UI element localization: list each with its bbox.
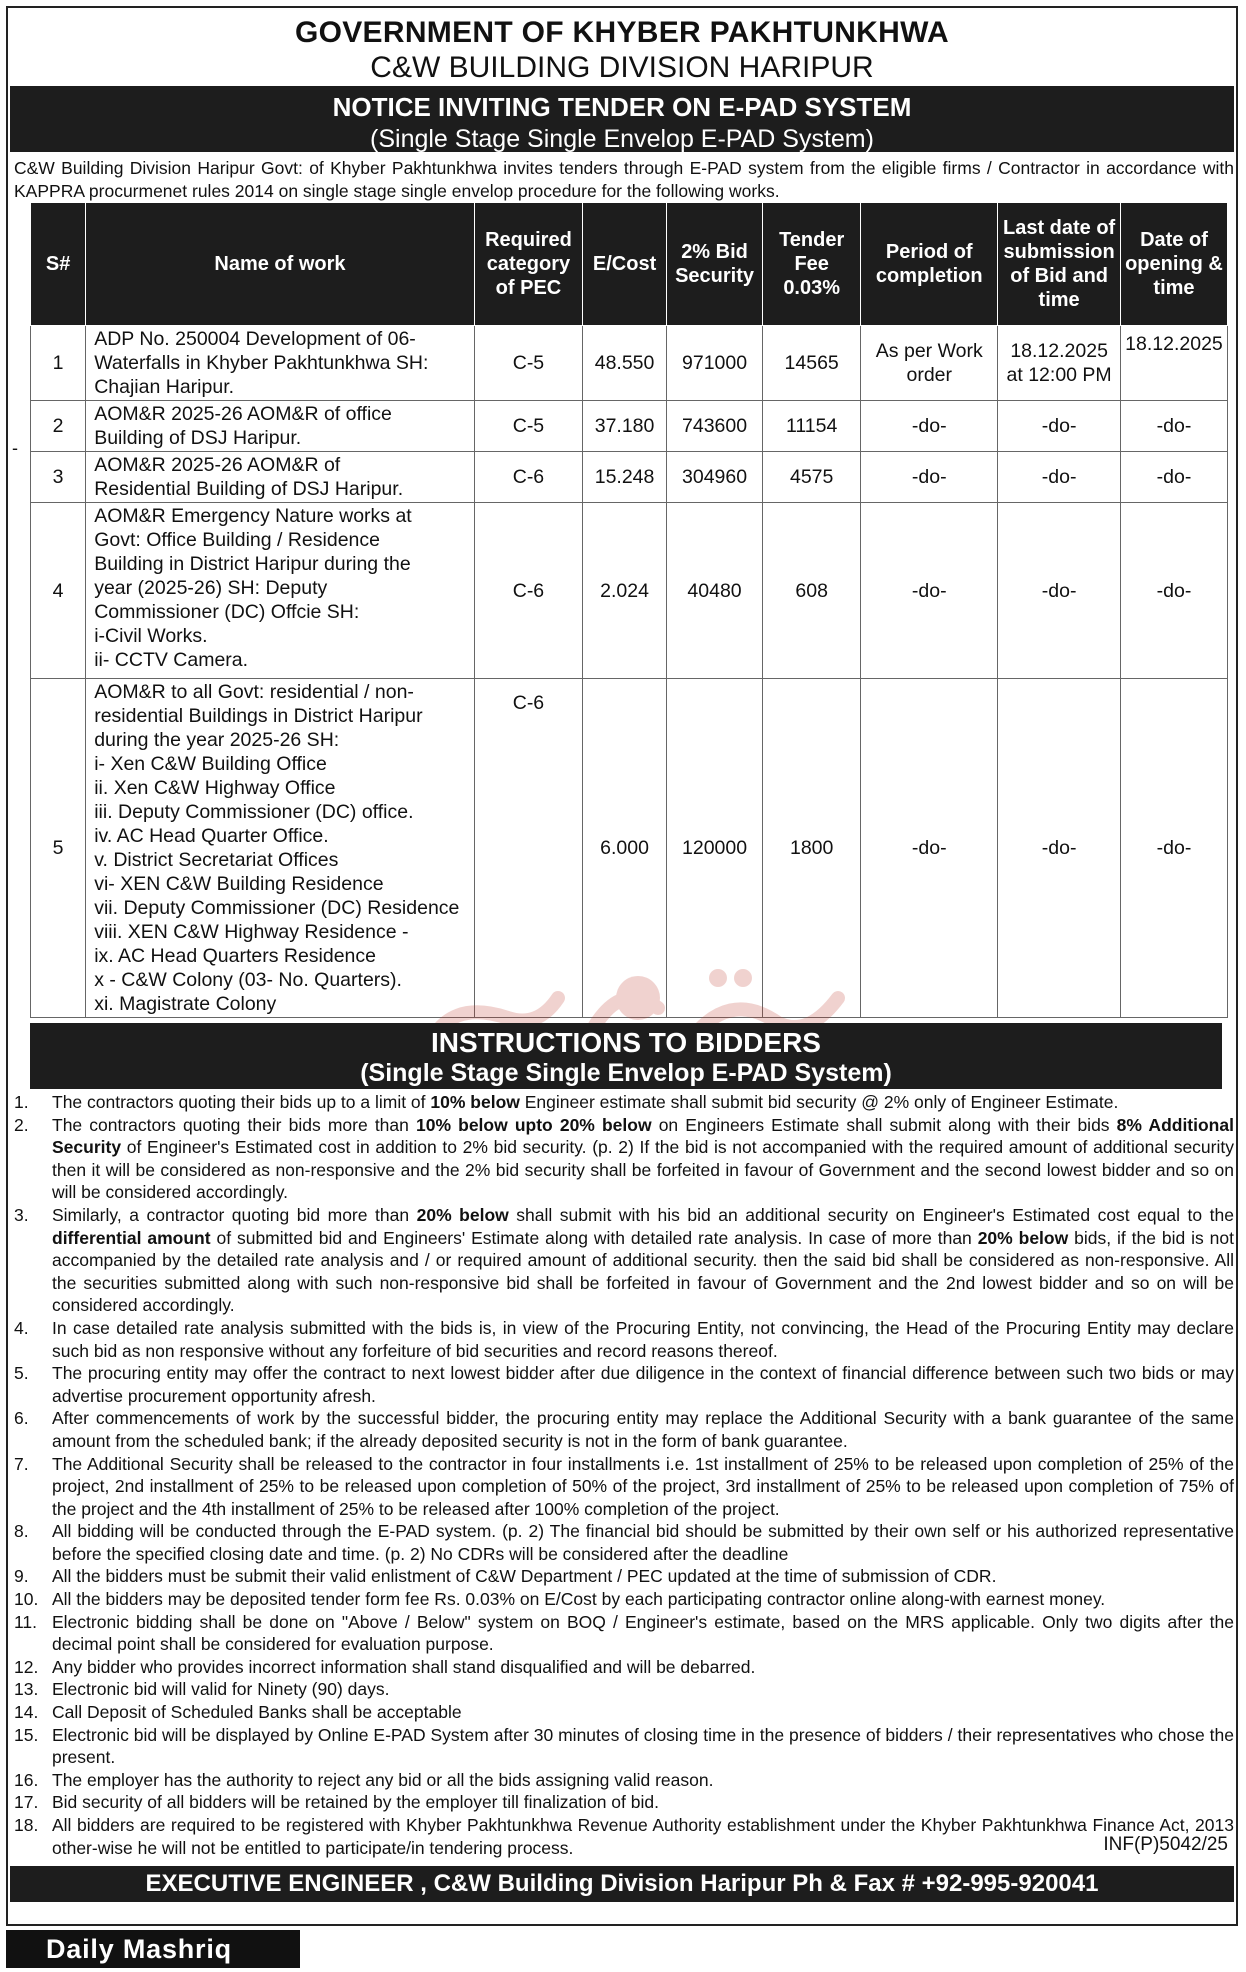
reference-number: INF(P)5042/25 — [1103, 1834, 1228, 1855]
cell-category: C-6 — [474, 503, 582, 679]
instruction-segment: Call Deposit of Scheduled Banks shall be acceptable — [52, 1702, 462, 1723]
instruction-text — [52, 1091, 1234, 1114]
instruction-item — [14, 1678, 1234, 1701]
instruction-number: 4. — [14, 1317, 29, 1338]
instruction-item — [14, 1656, 1234, 1679]
instruction-item — [14, 1611, 1234, 1656]
instruction-number: 6. — [14, 1408, 29, 1429]
work-name-line: residential Buildings in District Haripur — [94, 705, 423, 727]
instruction-text — [52, 1565, 1234, 1588]
instruction-text — [52, 1791, 1234, 1814]
instruction-number: 3. — [14, 1204, 29, 1225]
instructions-title: INSTRUCTIONS TO BIDDERS — [431, 1027, 821, 1058]
instruction-text — [52, 1588, 1234, 1611]
work-name-line: ADP No. 250004 Development of 06- — [94, 328, 416, 350]
cell-work-name — [86, 503, 475, 679]
instruction-item — [14, 1520, 1234, 1565]
cell-opening: -do- — [1120, 503, 1227, 679]
cell-sno: 4 — [31, 503, 86, 679]
table-row — [31, 679, 1228, 1018]
instruction-item — [14, 1724, 1234, 1769]
instruction-segment: Any bidder who provides incorrect information shall stand disqualified and will be debarred. — [52, 1656, 756, 1677]
instruction-text — [52, 1656, 1234, 1679]
cell-ecost: 6.000 — [583, 679, 667, 1018]
cell-period: -do- — [861, 503, 998, 679]
instruction-segment: All bidding will be conducted through the E-PAD system. (p. 2) The financial bid should be submitted by their own self or his authorized representative before the specified closing date and time. (p. 2) No CDRs will be considered after the deadline — [52, 1521, 1234, 1564]
instruction-number: 11. — [14, 1611, 38, 1632]
work-name-line: iii. Deputy Commissioner (DC) office. — [94, 801, 414, 823]
cell-tender-fee: 4575 — [763, 452, 861, 503]
instruction-text — [52, 1701, 1234, 1724]
instruction-emphasis: differential amount — [52, 1227, 211, 1248]
instruction-text — [52, 1814, 1234, 1859]
instruction-text — [52, 1204, 1234, 1317]
cell-category: C-5 — [474, 401, 582, 452]
instruction-item — [14, 1769, 1234, 1792]
cell-bid-security: 971000 — [666, 326, 762, 401]
instruction-segment: The Additional Security shall be released to the contractor in four installments i.e. 1st installment of 25% to be released upon completion of 25% of the project, 2nd installment of 25% to be released upon completion of 50% of the project, 3rd installment of 25% to be released upon completion of 75% of the project and the 4th installment of 25% to be released after 100% completion of the project. — [52, 1453, 1234, 1519]
instruction-number: 12. — [14, 1656, 39, 1677]
work-name-line: Commissioner (DC) Offcie SH: — [94, 601, 360, 623]
instruction-emphasis: 10% below upto 20% below — [416, 1114, 652, 1135]
col-header-tender-fee: Tender Fee 0.03% — [763, 203, 861, 326]
instruction-number: 18. — [14, 1815, 39, 1835]
work-name-line: AOM&R to all Govt: residential / non- — [94, 681, 414, 703]
instruction-segment: bids, if the bid is not accompanied by the detailed rate analysis and / or required amount of additional security. then the said bid shall be considered as non-responsive. All the securities submitted along with such non-responsive bid shall be forfeited in favour of Government and the 2nd lowest bidder and so on will be considered accordingly. — [52, 1227, 1234, 1316]
instruction-text — [52, 1453, 1234, 1521]
table-header-row — [31, 203, 1228, 326]
cell-last-date: -do- — [998, 503, 1121, 679]
work-name-line: Waterfalls in Khyber Pakhtunkhwa SH: — [94, 352, 429, 374]
work-name-line: year (2025-26) SH: Deputy — [94, 577, 328, 599]
instruction-item — [14, 1565, 1234, 1588]
col-header-bid-security: 2% Bid Security — [666, 203, 762, 326]
cell-category: C-6 — [474, 452, 582, 503]
instruction-emphasis: 8% Additional Security — [52, 1114, 1234, 1158]
instruction-number: 13. — [14, 1679, 39, 1700]
cell-last-date: -do- — [998, 679, 1121, 1018]
instruction-number: 15. — [14, 1724, 39, 1745]
government-heading: GOVERNMENT OF KHYBER PAKHTUNKHWA — [294, 16, 950, 49]
cell-last-date: -do- — [998, 401, 1121, 452]
cell-work-name — [86, 401, 475, 452]
issuer-footer: EXECUTIVE ENGINEER , C&W Building Division Haripur Ph & Fax # +92-995-920041 — [10, 1866, 1234, 1902]
instruction-text — [52, 1724, 1234, 1769]
cell-opening: -do- — [1120, 401, 1227, 452]
instruction-segment: on Engineers Estimate shall submit along with their bids — [651, 1114, 1117, 1135]
cell-tender-fee: 11154 — [763, 401, 861, 452]
work-name-line: i-Civil Works. — [94, 625, 208, 647]
cell-ecost: 37.180 — [583, 401, 667, 452]
instruction-item — [14, 1114, 1234, 1204]
instruction-item — [14, 1701, 1234, 1724]
instruction-item — [14, 1362, 1234, 1407]
work-name-line: Building in District Haripur during the — [94, 553, 411, 575]
instruction-text — [52, 1317, 1234, 1362]
work-name-line: Chajian Haripur. — [94, 376, 235, 398]
instruction-text — [52, 1678, 1234, 1701]
work-name-line: during the year 2025-26 SH: — [94, 729, 340, 751]
work-name-line: xi. Magistrate Colony — [94, 993, 277, 1015]
cell-work-name — [86, 679, 475, 1018]
table-row — [31, 326, 1228, 401]
col-header-category: Required category of PEC — [474, 203, 582, 326]
instruction-segment: Electronic bid will valid for Ninety (90) days. — [52, 1679, 390, 1700]
work-name-line: ii- CCTV Camera. — [94, 649, 249, 671]
instruction-segment: of submitted bid and Engineers' Estimate along with detailed rate analysis. In case of more than — [210, 1227, 978, 1248]
table-row — [31, 401, 1228, 452]
notice-title: NOTICE INVITING TENDER ON E-PAD SYSTEM — [332, 92, 912, 122]
cell-last-date: -do- — [998, 452, 1121, 503]
instruction-emphasis: 10% below — [430, 1092, 520, 1112]
work-name-line: AOM&R 2025-26 AOM&R of office — [94, 403, 392, 425]
table-row — [31, 503, 1228, 679]
work-name-line: ix. AC Head Quarters Residence — [94, 945, 377, 967]
instruction-segment: All the bidders may be deposited tender form fee Rs. 0.03% on E/Cost by each participating contractor online along-with earnest money. — [52, 1589, 1106, 1610]
cell-opening: -do- — [1120, 452, 1227, 503]
instruction-text — [52, 1114, 1234, 1204]
instruction-text — [52, 1769, 1234, 1792]
instruction-segment: Electronic bid will be displayed by Online E-PAD System after 30 minutes of closing time in the presence of bidders / their representatives who chose the present. — [52, 1724, 1234, 1768]
instruction-number: 8. — [14, 1521, 29, 1542]
cell-period: -do- — [861, 452, 998, 503]
col-header-last-date: Last date of submission of Bid and time — [998, 203, 1121, 326]
work-name-line: vi- XEN C&W Building Residence — [94, 873, 384, 895]
instruction-item — [14, 1453, 1234, 1521]
instruction-number: 17. — [14, 1792, 39, 1813]
instruction-segment: The employer has the authority to reject any bid or all the bids assigning valid reason. — [52, 1769, 714, 1790]
notice-subtitle: (Single Stage Single Envelop E-PAD System) — [370, 125, 874, 153]
work-name-line: Residential Building of DSJ Haripur. — [94, 478, 404, 500]
instructions-subtitle: (Single Stage Single Envelop E-PAD System) — [360, 1059, 892, 1087]
instruction-item — [14, 1407, 1234, 1452]
instruction-emphasis: 20% below — [416, 1204, 509, 1225]
cell-bid-security: 304960 — [666, 452, 762, 503]
work-name-line: v. District Secretariat Offices — [94, 849, 339, 871]
cell-work-name — [86, 452, 475, 503]
instruction-segment: Engineer estimate shall submit bid security @ 2% only of Engineer Estimate. — [519, 1092, 1119, 1112]
instruction-segment: Electronic bidding shall be done on "Above / Below" system on BOQ / Engineer's estimate, based on the MRS applicable. Only two digits after the decimal point shall be considered for evaluation purpose. — [52, 1611, 1234, 1655]
instruction-segment: All the bidders must be submit their valid enlistment of C&W Department / PEC updated at the time of submission of CDR. — [52, 1566, 997, 1587]
instruction-item — [14, 1791, 1234, 1814]
instructions-list — [14, 1091, 1234, 1859]
cell-category: C-6 — [474, 679, 582, 1018]
work-name-line: iv. AC Head Quarter Office. — [94, 825, 329, 847]
work-name-line: i- Xen C&W Building Office — [94, 753, 327, 775]
instruction-segment: After commencements of work by the successful bidder, the procuring entity may replace the Additional Security with a bank guarantee of the same amount from the scheduled bank; if the already deposited security is not in the form of bank guarantee. — [52, 1408, 1234, 1451]
newspaper-name: Daily Mashriq — [6, 1930, 300, 1968]
instruction-number: 5. — [14, 1363, 29, 1384]
instruction-item — [14, 1204, 1234, 1317]
cell-tender-fee: 14565 — [763, 326, 861, 401]
work-name-line: Govt: Office Building / Residence — [94, 529, 380, 551]
division-heading: C&W BUILDING DIVISION HARIPUR — [370, 51, 874, 84]
tender-notice-page — [6, 6, 1238, 1926]
cell-tender-fee: 608 — [763, 503, 861, 679]
col-header-ecost: E/Cost — [583, 203, 667, 326]
instruction-number: 14. — [14, 1702, 39, 1723]
work-name-line: Building of DSJ Haripur. — [94, 427, 302, 449]
instruction-segment: All bidders are required to be registered with Khyber Pakhtunkhwa Revenue Authority establishment under the Khyber Pakhtunkhwa Finance Act, 2013 other-wise he will not be entitled to participate/in tendering process. — [52, 1815, 1234, 1858]
instruction-item — [14, 1091, 1234, 1114]
cell-ecost: 2.024 — [583, 503, 667, 679]
col-header-name: Name of work — [86, 203, 475, 326]
cell-work-name — [86, 326, 475, 401]
instruction-number: 16. — [14, 1769, 39, 1790]
work-name-line: AOM&R 2025-26 AOM&R of — [94, 454, 341, 476]
col-header-sno: S# — [31, 203, 86, 326]
cell-ecost: 48.550 — [583, 326, 667, 401]
instruction-text — [52, 1520, 1234, 1565]
instruction-number: 7. — [14, 1453, 29, 1474]
intro-paragraph: C&W Building Division Haripur Govt: of Khyber Pakhtunkhwa invites tenders through E-PAD system from the eligible firms / Contractor in accordance with KAPPRA procurmenet rules 2014 on single stage single envelop procedure for the following works. — [14, 158, 1234, 201]
instruction-segment: Similarly, a contractor quoting bid more than — [52, 1204, 417, 1225]
cell-bid-security: 120000 — [666, 679, 762, 1018]
instruction-number: 9. — [14, 1566, 29, 1587]
instruction-item — [14, 1317, 1234, 1362]
cell-sno: 5 — [31, 679, 86, 1018]
work-name-line: viii. XEN C&W Highway Residence - — [94, 921, 409, 943]
col-header-opening: Date of opening & time — [1120, 203, 1227, 326]
instruction-segment: shall submit with his bid an additional security on Engineer's Estimated cost equal to the — [508, 1204, 1234, 1225]
instruction-segment: In case detailed rate analysis submitted with the bids is, in view of the Procuring Entity, not convincing, the Head of the Procuring Entity may declare such bid as non responsive without any forfeiture of bid securities and record reasons thereof. — [52, 1317, 1234, 1361]
cell-bid-security: 40480 — [666, 503, 762, 679]
instruction-segment: The contractors quoting their bids more than — [52, 1114, 416, 1135]
cell-tender-fee: 1800 — [763, 679, 861, 1018]
margin-mark: - — [12, 438, 18, 458]
cell-bid-security: 743600 — [666, 401, 762, 452]
instruction-emphasis: 20% below — [977, 1227, 1069, 1248]
cell-sno: 2 — [31, 401, 86, 452]
cell-period: -do- — [861, 401, 998, 452]
cell-sno: 1 — [31, 326, 86, 401]
cell-ecost: 15.248 — [583, 452, 667, 503]
instruction-segment: The contractors quoting their bids up to a limit of — [52, 1092, 431, 1112]
instruction-text — [52, 1407, 1234, 1452]
instruction-text — [52, 1611, 1234, 1656]
works-table — [30, 202, 1228, 1018]
cell-last-date: 18.12.2025 at 12:00 PM — [998, 326, 1121, 401]
instruction-text — [52, 1362, 1234, 1407]
notice-title-bar — [10, 86, 1234, 152]
instruction-item — [14, 1588, 1234, 1611]
instruction-segment: of Engineer's Estimated cost in addition to 2% bid security. (p. 2) If the bid is not accompanied with the required amount of additional security then it will be considered as non-responsive and the 2% bid security shall be forfeited in favour of Government and the second lowest bidder and so on will be considered accordingly. — [52, 1137, 1234, 1203]
cell-period: -do- — [861, 679, 998, 1018]
work-name-line: ii. Xen C&W Highway Office — [94, 777, 336, 799]
table-row — [31, 452, 1228, 503]
instruction-number: 1. — [14, 1092, 29, 1112]
cell-period: As per Work order — [861, 326, 998, 401]
instruction-segment: Bid security of all bidders will be retained by the employer till finalization of bid. — [52, 1792, 659, 1813]
work-name-line: vii. Deputy Commissioner (DC) Residence — [94, 897, 460, 919]
instruction-number: 2. — [14, 1114, 29, 1135]
work-name-line: AOM&R Emergency Nature works at — [94, 505, 412, 527]
cell-opening: -do- — [1120, 679, 1227, 1018]
cell-sno: 3 — [31, 452, 86, 503]
col-header-period: Period of completion — [861, 203, 998, 326]
work-name-line: x - C&W Colony (03- No. Quarters). — [94, 969, 402, 991]
instruction-number: 10. — [14, 1589, 39, 1610]
cell-opening: 18.12.2025 — [1120, 326, 1227, 401]
instruction-segment: The procuring entity may offer the contract to next lowest bidder after due diligence in the context of financial difference between such two bids or may advertise procurement opportunity afresh. — [52, 1363, 1234, 1406]
cell-category: C-5 — [474, 326, 582, 401]
instructions-title-bar — [30, 1023, 1222, 1089]
instruction-item — [14, 1814, 1234, 1859]
